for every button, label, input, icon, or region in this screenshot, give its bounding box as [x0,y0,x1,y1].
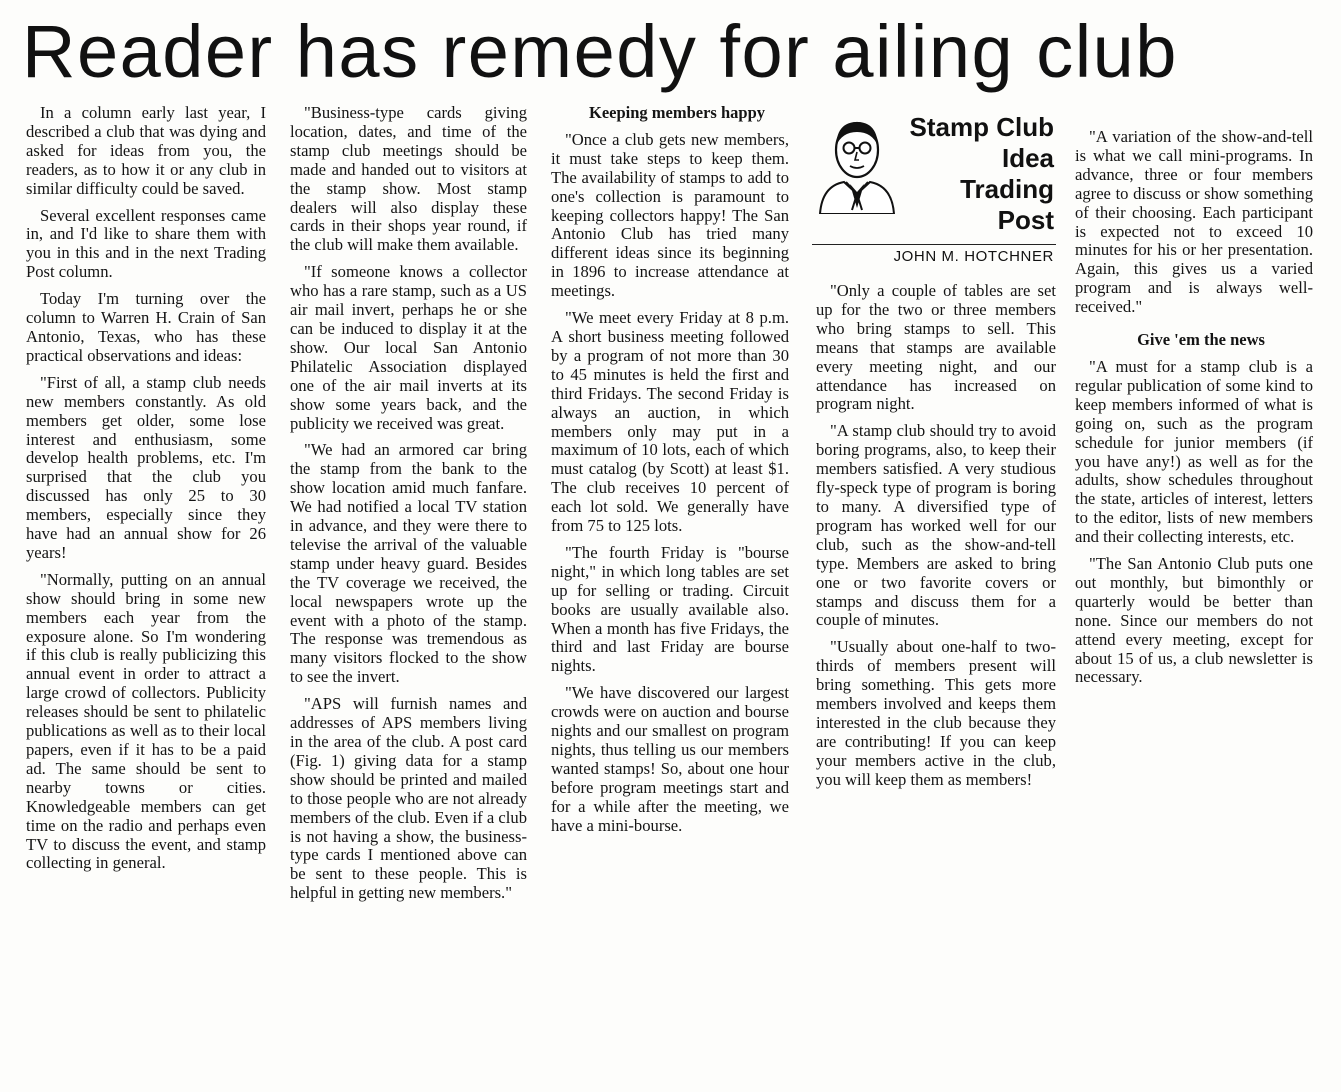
author-byline: JOHN M. HOTCHNER [893,248,1054,265]
article-paragraph: In a column early last year, I described a club that was dying and asked for ideas from you, the readers, as to how it or any club in similar difficulty could be saved. [26,103,266,198]
article-paragraph: "We had an armored car bring the stamp from the bank to the show location amid much fanfare. We had notified a local TV station in advance, and they were there to televise the arrival of the valuable stamp under heavy guard. Besides the TV coverage we received, the local newspapers wrote up the event with a photo of the stamp. The response was tremendous as many visitors flocked to the show to see the invert. [290,440,527,687]
column-logo [812,108,1058,276]
article-paragraph: Today I'm turning over the column to Warren H. Crain of San Antonio, Texas, who has these practical observations and ideas: [26,289,266,365]
logo-divider [812,244,1056,245]
column-logo-title-line: Stamp Club [909,112,1054,142]
article-paragraph: "We meet every Friday at 8 p.m. A short business meeting followed by a program of not more than 30 to 45 minutes is held the first and third Fridays. The second Friday is always an auction, in which members only may put in a maximum of 10 lots, each of which must catalog (by Scott) at least $1. The club receives 10 percent of each lot sold. We generally have from 75 to 125 lots. [551,308,789,536]
article-paragraph: "A stamp club should try to avoid boring programs, also, to keep their members satisfied. A very studious fly-speck type of program is boring to many. A diversified type of program has worked well for our club, such as the show-and-tell type. Members are asked to bring one or two favorite covers or stamps and discuss them for a couple of minutes. [816,421,1056,630]
article-column-1 [26,104,266,881]
article-paragraph: "A variation of the show-and-tell is what we call mini-programs. In advance, three or four members agree to discuss or show something of their choosing. Each participant is expected not to exceed 10 minutes for his or her presentation. Again, this gives us a varied program and is always well-received." [1075,127,1313,317]
article-paragraph: "First of all, a stamp club needs new members constantly. As old members get older, some lose interest and enthusiasm, some develop health problems, etc. I'm surprised that the club you discussed has only 25 to 30 members, especially since they have had an annual show for 26 years! [26,372,266,562]
subhead-keeping-members-happy: Keeping members happy [588,103,765,122]
article-paragraph: "If someone knows a collector who has a rare stamp, such as a US air mail invert, perhaps he or she can be induced to display it at the show. Our local San Antonio Philatelic Association displayed one of the air mail inverts at its show some years back, and the publicity we received was great. [290,262,527,433]
article-paragraph: "We have discovered our largest crowds were on auction and bourse nights and our smallest on program nights, thus telling us our members wanted stamps! So, about one hour before program meetings start and for a while after the meeting, we have a mini-bourse. [551,683,789,835]
article-paragraph: "Usually about one-half to two-thirds of members present will bring something. This gets more members involved and keeps them interested in the club because they are contributing! If you can keep your members active in the club, you will keep them as members! [816,637,1056,789]
article-column-2 [290,104,527,911]
article-paragraph: "The San Antonio Club puts one out monthly, but bimonthly or quarterly would be better than none. Since our members do not attend every meeting, except for about 15 of us, a club newsletter is necessary. [1075,554,1313,687]
article-paragraph: Several excellent responses came in, and I'd like to share them with you in this and in the next Trading Post column. [26,205,266,282]
article-column-4 [816,282,1056,798]
article-column-5 [1075,128,1313,695]
article-paragraph: "Normally, putting on an annual show should bring in some new members each year from the exposure alone. So I'm wondering if this club is really publicizing this annual event in order to attract a large crowd of collectors. Publicity releases should be sent to philatelic publications as well as to their local papers, even if it has to be a paid ad. The same should be sent to nearby towns or cities. Knowledgeable members can get time on the radio and perhaps even TV to discuss the event, and stamp collecting in general. [26,569,266,873]
article-paragraph: "A must for a stamp club is a regular publication of some kind to keep members informed of what is going on, such as the program schedule for junior members (if you have any!) as well as for the adults, show schedules throughout the state, articles of interest, letters to the editor, lists of new members and their collecting interests, etc. [1075,356,1313,547]
column-logo-title-line: Post [997,205,1054,235]
article-paragraph: "Once a club gets new members, it must take steps to keep them. The availability of stamps to add to one's collection is paramount to keeping collectors happy! The San Antonio Club has tried many different ideas since its beginning in 1896 to increase attendance at meetings. [551,129,789,301]
subhead-give-em-the-news: Give 'em the news [1137,330,1265,350]
article-paragraph: "APS will furnish names and addresses of APS members living in the area of the club. A post card (Fig. 1) giving data for a stamp show should be printed and mailed to those people who are not already members of the club. Even if a club is not having a show, the business-type cards I mentioned above can be sent to these people. This is helpful in getting new members." [290,694,527,903]
article-paragraph: "The fourth Friday is "bourse night," in which long tables are set up for selling or trading. Circuit books are usually available also. When a month has five Fridays, the third and last Friday are bourse nights. [551,542,789,676]
article-paragraph: "Only a couple of tables are set up for the two or three members who bring stamps to sell. This means that stamps are available every meeting night, and our attendance has increased on program night. [816,281,1056,414]
article-paragraph: "Business-type cards giving location, dates, and time of the stamp club meetings should be made and handed out to visitors at the stamp show. Most stamp dealers will also display these cards in their shops year round, if the club will make them available. [290,103,527,255]
headline: Reader has remedy for ailing club [22,10,1178,93]
column-logo-title-line: Trading [960,174,1054,204]
column-logo-title [910,112,1054,236]
article-column-3 [551,104,789,844]
column-logo-title-line: Idea [1001,143,1054,173]
author-portrait-icon [816,110,898,214]
